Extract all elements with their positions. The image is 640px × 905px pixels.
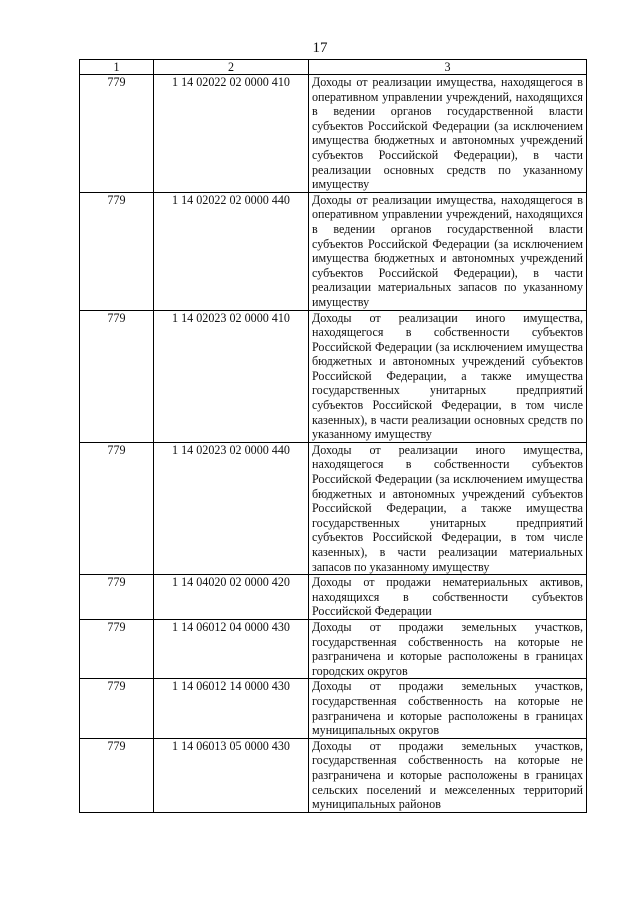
admin-code-cell: 779: [80, 679, 154, 738]
description-cell: Доходы от реализации иного имущества, находящегося в собственности субъектов Российской Федерации (за исключением имущества бюджетных и автономных учреждений субъектов Российской Федерации, а также имущества государственных унитарных предприятий субъектов Российской Федерации, в том числе казенных), в части реализации основных средств по указанному имуществу: [309, 310, 587, 442]
column-header-2: 2: [154, 60, 309, 75]
table-header-row: [80, 60, 587, 75]
description-cell: Доходы от продажи земельных участков, государственная собственность на которые не разграничена и которые расположены в границах муниципальных округов: [309, 679, 587, 738]
revenue-code-cell: 1 14 06013 05 0000 430: [154, 738, 309, 812]
table-row: [80, 619, 587, 678]
revenue-code-cell: 1 14 04020 02 0000 420: [154, 575, 309, 620]
revenue-code-cell: 1 14 06012 04 0000 430: [154, 619, 309, 678]
column-header-1: 1: [80, 60, 154, 75]
description-cell: Доходы от продажи нематериальных активов, находящихся в собственности субъектов Российской Федерации: [309, 575, 587, 620]
admin-code-cell: 779: [80, 75, 154, 193]
table-row: [80, 679, 587, 738]
admin-code-cell: 779: [80, 310, 154, 442]
column-header-3: 3: [309, 60, 587, 75]
admin-code-cell: 779: [80, 442, 154, 574]
description-cell: Доходы от реализации иного имущества, находящегося в собственности субъектов Российской Федерации (за исключением имущества бюджетных и автономных учреждений субъектов Российской Федерации, а также имущества государственных унитарных предприятий субъектов Российской Федерации, в том числе казенных), в части реализации материальных запасов по указанному имуществу: [309, 442, 587, 574]
table-row: [80, 738, 587, 812]
revenue-code-cell: 1 14 02023 02 0000 440: [154, 442, 309, 574]
revenue-code-cell: 1 14 02022 02 0000 410: [154, 75, 309, 193]
description-cell: Доходы от реализации имущества, находящегося в оперативном управлении учреждений, находящихся в ведении органов государственной власти субъектов Российской Федерации (за исключением имущества бюджетных и автономных учреждений субъектов Российской Федерации), в части реализации материальных запасов по указанному имуществу: [309, 192, 587, 310]
admin-code-cell: 779: [80, 575, 154, 620]
description-cell: Доходы от продажи земельных участков, государственная собственность на которые не разграничена и которые расположены в границах сельских поселений и межселенных территорий муниципальных районов: [309, 738, 587, 812]
description-cell: Доходы от продажи земельных участков, государственная собственность на которые не разграничена и которые расположены в границах городских округов: [309, 619, 587, 678]
table-row: [80, 75, 587, 193]
admin-code-cell: 779: [80, 619, 154, 678]
table-row: [80, 310, 587, 442]
table-row: [80, 575, 587, 620]
description-cell: Доходы от реализации имущества, находящегося в оперативном управлении учреждений, находящихся в ведении органов государственной власти субъектов Российской Федерации (за исключением имущества бюджетных и автономных учреждений субъектов Российской Федерации), в части реализации основных средств по указанному имуществу: [309, 75, 587, 193]
revenue-code-cell: 1 14 06012 14 0000 430: [154, 679, 309, 738]
revenue-code-cell: 1 14 02023 02 0000 410: [154, 310, 309, 442]
revenue-code-cell: 1 14 02022 02 0000 440: [154, 192, 309, 310]
admin-code-cell: 779: [80, 192, 154, 310]
table-row: [80, 192, 587, 310]
revenue-codes-table: [79, 59, 587, 813]
table-row: [80, 442, 587, 574]
admin-code-cell: 779: [80, 738, 154, 812]
page-number: 17: [312, 40, 328, 56]
